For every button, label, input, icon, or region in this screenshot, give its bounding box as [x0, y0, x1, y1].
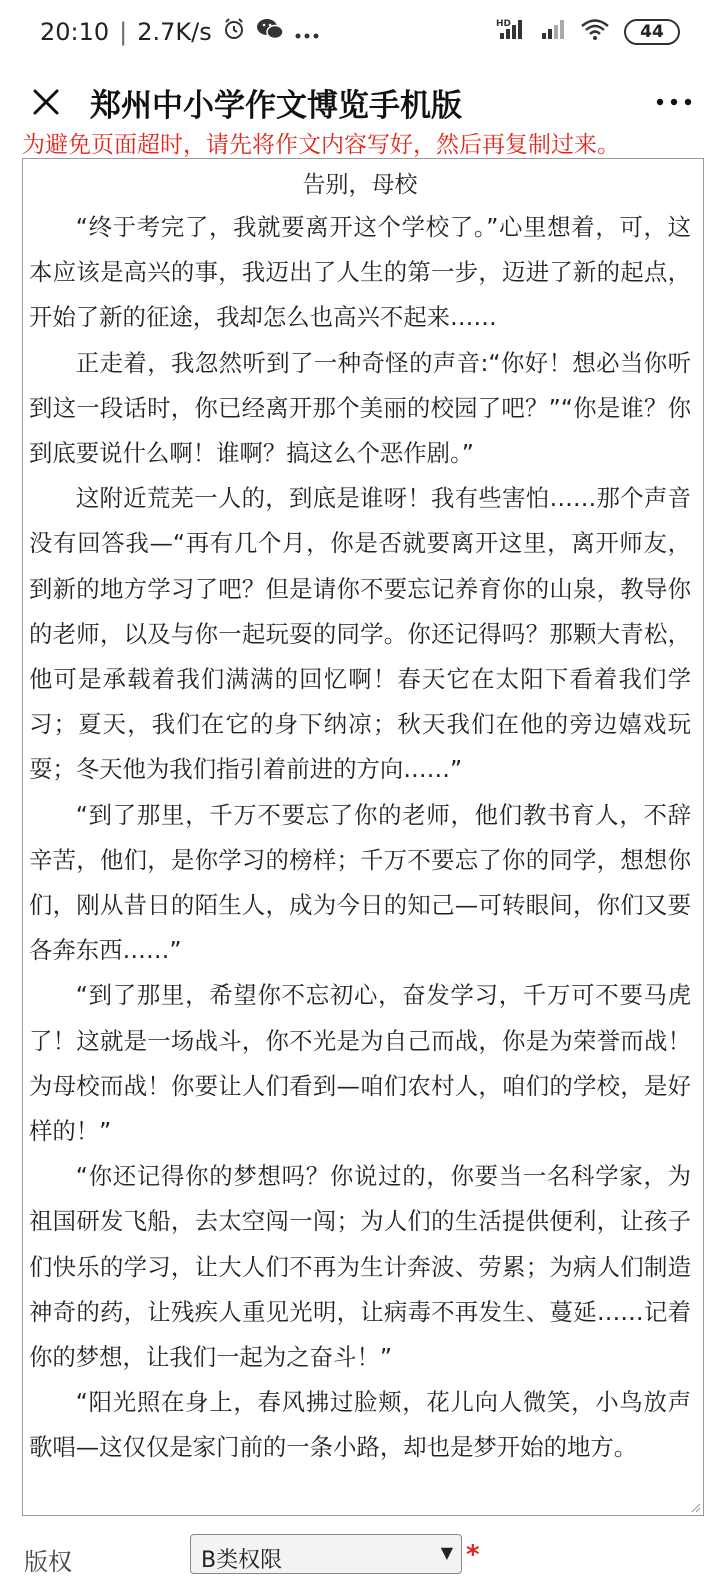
close-icon	[32, 88, 60, 116]
more-notifications-icon	[294, 18, 320, 46]
dropdown-arrow-icon: ▼	[440, 1543, 453, 1562]
svg-text:HD: HD	[496, 19, 512, 29]
close-button[interactable]	[26, 82, 66, 122]
resize-handle-icon[interactable]	[689, 1501, 701, 1513]
battery-indicator: 44	[624, 19, 680, 45]
essay-textarea[interactable]	[22, 158, 704, 1516]
notice-banner	[22, 132, 712, 158]
required-mark: *	[466, 1540, 480, 1570]
essay-paragraph: 正走着，我忽然听到了一种奇怪的声音:“你好！想必当你听到这一段话时，你已经离开那个美丽的校园了吧？”“你是谁？你到底要说什么啊！谁啊？搞这么个恶作剧。”	[29, 348, 691, 468]
copyright-label: 版权	[24, 1548, 72, 1576]
status-net-speed: 2.7K/s	[137, 18, 212, 46]
cellular-signal-hd-icon	[496, 17, 526, 47]
status-right	[496, 17, 680, 47]
more-options-button[interactable]	[654, 82, 694, 122]
alarm-icon	[222, 17, 246, 47]
essay-paragraph: “到了那里，千万不要忘了你的老师，他们教书育人，不辞辛苦，他们，是你学习的榜样；千万不要忘了你的同学，想想你们，刚从昔日的陌生人，成为今日的知己—可转眼间，你们又要各奔东西……”	[29, 800, 691, 965]
essay-paragraph: “到了那里，希望你不忘初心，奋发学习，千万可不要马虎了！这就是一场战斗，你不光是为自己而战，你是为荣誉而战！为母校而战！你要让人们看到—咱们农村人，咱们的学校，是好样的！”	[29, 981, 691, 1146]
status-separator: |	[119, 18, 128, 46]
wifi-icon	[580, 17, 610, 47]
notice-text: 为避免页面超时，请先将作文内容写好，然后再复制过来。	[22, 132, 620, 158]
copyright-select-value: B类权限	[201, 1548, 283, 1573]
copyright-select[interactable]	[190, 1534, 462, 1574]
copyright-row	[24, 1530, 714, 1576]
essay-content	[23, 159, 703, 1471]
status-bar	[0, 0, 720, 64]
essay-paragraph: 这附近荒芜一人的，到底是谁呀！我有些害怕……那个声音没有回答我—“再有几个月，你是否就要离开这里，离开师友，到新的地方学习了吧？但是请你不要忘记养育你的山泉，教导你的老师，以及与你一起玩耍的同学。你还记得吗？那颗大青松，他可是承载着我们满满的回忆啊！春天它在太阳下看着我们学习；夏天，我们在它的身下纳凉；秋天我们在他的旁边嬉戏玩耍；冬天他为我们指引着前进的方向……”	[29, 484, 691, 784]
page-title: 郑州中小学作文博览手机版	[90, 87, 462, 124]
wechat-icon	[256, 17, 284, 47]
cellular-signal-icon	[540, 17, 566, 47]
status-left	[40, 17, 320, 47]
essay-paragraph: “阳光照在身上，春风拂过脸颊，花儿向人微笑，小鸟放声歌唱—这仅仅是家门前的一条小路，却也是梦开始的地方。	[29, 1388, 691, 1462]
essay-paragraph: “你还记得你的梦想吗？你说过的，你要当一名科学家，为祖国研发飞船，去太空闯一闯；为人们的生活提供便利，让孩子们快乐的学习，让大人们不再为生计奔波、劳累；为病人们制造神奇的药，让残疾人重见光明，让病毒不再发生、蔓延……记着你的梦想，让我们一起为之奋斗！”	[29, 1162, 691, 1372]
status-time: 20:10	[40, 18, 110, 46]
essay-title: 告别，母校	[302, 172, 418, 198]
essay-paragraph: “终于考完了，我就要离开这个学校了。”心里想着，可，这本应该是高兴的事，我迈出了人生的第一步，迈进了新的起点，开始了新的征途，我却怎么也高兴不起来……	[29, 213, 691, 332]
more-icon	[656, 97, 692, 107]
